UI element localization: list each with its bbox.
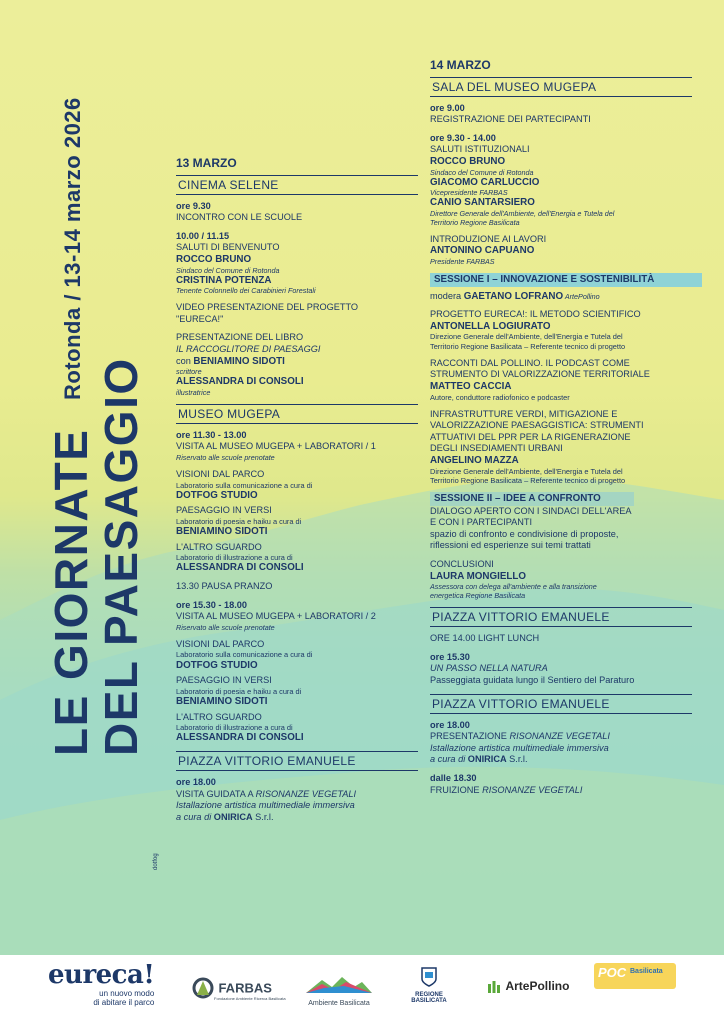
- speaker-name: ROCCO BRUNO: [430, 155, 506, 167]
- event-intro: [430, 234, 692, 266]
- talk-title: DEGLI INSEDIAMENTI URBANI: [430, 443, 563, 454]
- org-suffix: S.r.l.: [252, 811, 274, 822]
- venue-piazza: PIAZZA VITTORIO EMANUELE: [176, 751, 418, 771]
- venue-sala-mugepa: SALA DEL MUSEO MUGEPA: [430, 77, 692, 97]
- day-14-date: 14 MARZO: [430, 58, 491, 72]
- title-line-2: DEL PAESAGGIO: [95, 357, 147, 756]
- speaker-role: Assessora con delega all'ambiente e alla transizione: [430, 582, 597, 592]
- event-title: UN PASSO NELLA NATURA: [430, 663, 548, 674]
- lab-title: PAESAGGIO IN VERSI: [176, 675, 272, 686]
- talk-title: INFRASTRUTTURE VERDI, MITIGAZIONE E: [430, 408, 618, 419]
- talk-podcast: [430, 358, 692, 402]
- work-title: RISONANZE VEGETALI: [255, 788, 357, 799]
- time: ore 9.30 - 14.00: [430, 132, 496, 143]
- event-title: SALUTI DI BENVENUTO: [176, 242, 280, 253]
- speaker-role: Territorio Regione Basilicata – Referente tecnico di progetto: [430, 475, 626, 485]
- eureca-tagline: di abitare il parco: [93, 998, 155, 1007]
- event-title: PRESENTAZIONE DEL LIBRO: [176, 332, 304, 343]
- lab-visioni-2: [176, 639, 418, 671]
- speaker-name: LAURA MONGIELLO: [430, 570, 526, 582]
- moderator: [430, 291, 692, 303]
- ambiente-label: Ambiente Basilicata: [308, 1000, 370, 1007]
- regione-basilicata-logo: [398, 967, 460, 1004]
- farbas-wordmark: FARBAS: [218, 980, 272, 996]
- eureca-logo: [48, 961, 154, 1007]
- talk-eureca: [430, 309, 692, 351]
- subtitle: Rotonda / 13-14 marzo 2026: [60, 97, 85, 400]
- event-visit-2: [176, 600, 418, 632]
- event-title: VIDEO PRESENTAZIONE DEL PROGETTO: [176, 302, 359, 313]
- with-label: con: [176, 355, 191, 366]
- speaker-role: Sindaco del Comune di Rotonda: [176, 265, 280, 275]
- talk-title: PROGETTO EURECA!: IL METODO SCIENTIFICO: [430, 309, 641, 320]
- event-passeggiata: [430, 652, 692, 687]
- farbas-subtitle: Fondazione Ambiente Ricerca Basilicata: [214, 996, 286, 1001]
- speaker-name: ROCCO BRUNO: [176, 253, 252, 265]
- event-visit-1: [176, 430, 418, 462]
- poc-basilicata-logo: [594, 963, 676, 989]
- talk-desc: riflessioni ed esperienze sui temi trattati: [430, 540, 591, 551]
- event-title: PRESENTAZIONE: [430, 731, 510, 742]
- lab-desc: Laboratorio di poesia e haiku a cura di: [176, 516, 302, 526]
- speaker-role: Territorio Regione Basilicata – Referente tecnico di progetto: [430, 341, 626, 351]
- mod-label: modera: [430, 290, 464, 301]
- sponsor-footer: [0, 955, 724, 1024]
- lab-lead: ALESSANDRA DI CONSOLI: [176, 562, 304, 574]
- speaker-role: scrittore: [176, 367, 202, 377]
- farbas-icon: [192, 977, 214, 999]
- work-title: RISONANZE VEGETALI: [509, 731, 610, 742]
- artepollino-wordmark: ArtePollino: [505, 978, 570, 993]
- event-title: VISITA GUIDATA A: [176, 788, 256, 799]
- talk-title: ATTUATIVI DEL PPR PER LA RIGENERAZIONE: [430, 431, 631, 442]
- day-13-date: 13 MARZO: [176, 156, 237, 170]
- work-title: RISONANZE VEGETALI: [482, 784, 583, 795]
- regione-label: REGIONE BASILICATA: [411, 992, 447, 1004]
- venue-piazza-1: PIAZZA VITTORIO EMANUELE: [430, 607, 692, 627]
- note: Riservato alle scuole prenotate: [176, 622, 275, 632]
- session-2-label: SESSIONE II – IDEE A CONFRONTO: [430, 492, 634, 506]
- speaker-name: CRISTINA POTENZA: [176, 274, 272, 286]
- ambiente-basilicata-logo: [304, 975, 374, 1007]
- lab-title: L'ALTRO SGUARDO: [176, 541, 262, 552]
- poc-wordmark: POC: [598, 965, 627, 980]
- speaker-role: Direzione Generale dell'Ambiente, dell'Energia e Tutela del: [430, 332, 623, 342]
- event-title: SALUTI ISTITUZIONALI: [430, 144, 530, 155]
- event-title: VISITA AL MUSEO MUGEPA + LABORATORI / 1: [176, 441, 376, 452]
- lab-desc: Laboratorio di illustrazione a cura di: [176, 723, 293, 733]
- event-presentazione: [430, 720, 692, 766]
- speaker-name: GIACOMO CARLUCCIO: [430, 176, 540, 188]
- eureca-wordmark: eureca!: [48, 960, 155, 990]
- speaker-role: Territorio Regione Basilicata: [430, 217, 520, 227]
- speaker-role: Direttore Generale dell'Ambiente, dell'Energia e Tutela del: [430, 208, 615, 218]
- time: ore 9.30: [176, 200, 211, 211]
- lab-paesaggio-2: [176, 675, 418, 707]
- lab-sguardo-2: [176, 712, 418, 744]
- time: ore 15.30 - 18.00: [176, 599, 247, 610]
- lab-desc: Laboratorio sulla comunicazione a cura di: [176, 650, 313, 660]
- talk-title: DIALOGO APERTO CON I SINDACI DELL'AREA: [430, 505, 632, 516]
- event-fruizione: [430, 773, 692, 796]
- speaker-name: ANTONINO CAPUANO: [430, 245, 535, 257]
- time: ore 15.30: [430, 651, 470, 662]
- session-1-label: SESSIONE I – INNOVAZIONE E SOSTENIBILITÀ: [430, 273, 702, 287]
- time: ore 18.00: [176, 777, 216, 788]
- event-saluti: [176, 231, 418, 295]
- mountains-icon: [304, 975, 374, 995]
- time: dalle 18.30: [430, 772, 477, 783]
- speaker-role: Vicepresidente FARBAS: [430, 188, 508, 198]
- day-13-column: [176, 158, 418, 830]
- artepollino-icon: [487, 979, 501, 993]
- event-title: FRUIZIONE: [430, 784, 483, 795]
- event-title: INTRODUZIONE AI LAVORI: [430, 233, 547, 244]
- venue-museo-mugepa: MUSEO MUGEPA: [176, 404, 418, 424]
- credit: dotfog: [153, 853, 159, 870]
- event-incontro: [176, 201, 418, 224]
- speaker-name: ANTONELLA LOGIURATO: [430, 320, 551, 332]
- lab-lead: BENIAMINO SIDOTI: [176, 526, 268, 538]
- time: ore 9.00: [430, 102, 465, 113]
- org-suffix: S.r.l.: [506, 754, 528, 765]
- speaker-role: illustratrice: [176, 387, 211, 397]
- note: Riservato alle scuole prenotate: [176, 452, 275, 462]
- time: ore 11.30 - 13.00: [176, 429, 247, 440]
- book-title: IL RACCOGLITORE DI PAESAGGI: [176, 343, 321, 354]
- event-risonanze: [176, 777, 418, 823]
- venue-piazza-2: PIAZZA VITTORIO EMANUELE: [430, 694, 692, 714]
- lab-lead: ALESSANDRA DI CONSOLI: [176, 732, 304, 744]
- event-title: "EURECA!": [176, 313, 224, 324]
- conclusioni: [430, 559, 692, 600]
- poc-subtitle: Basilicata: [630, 968, 663, 975]
- lab-sguardo: [176, 542, 418, 574]
- event-video: [176, 302, 418, 325]
- lab-desc: Laboratorio di poesia e haiku a cura di: [176, 686, 302, 696]
- lab-title: VISIONI DAL PARCO: [176, 638, 265, 649]
- moderator-org: ArtePollino: [563, 291, 600, 301]
- by-label: a cura di: [430, 754, 468, 765]
- talk-title: E CON I PARTECIPANTI: [430, 517, 533, 528]
- talk-desc: spazio di confronto e condivisione di proposte,: [430, 528, 619, 539]
- lab-title: PAESAGGIO IN VERSI: [176, 505, 272, 516]
- moderator-name: GAETANO LOFRANO: [463, 290, 564, 302]
- lunch-break: 13.30 PAUSA PRANZO: [176, 581, 273, 592]
- speaker-name: CANIO SANTARSIERO: [430, 197, 535, 209]
- event-desc: Passeggiata guidata lungo il Sentiero del Paraturo: [430, 675, 635, 686]
- lab-desc: Laboratorio sulla comunicazione a cura di: [176, 480, 313, 490]
- speaker-role: Autore, conduttore radiofonico e podcaster: [430, 392, 570, 402]
- talk-title: STRUMENTO DI VALORIZZAZIONE TERRITORIALE: [430, 369, 650, 380]
- lab-visioni: [176, 469, 418, 501]
- talk-title: CONCLUSIONI: [430, 559, 494, 570]
- speaker-role: Direzione Generale dell'Ambiente, dell'Energia e Tutela del: [430, 466, 623, 476]
- title-line-1: LE GIORNATE: [45, 428, 97, 756]
- install-desc: Istallazione artistica multimediale immersiva: [176, 800, 355, 811]
- lab-title: L'ALTRO SGUARDO: [176, 711, 262, 722]
- crest-icon: [421, 967, 437, 987]
- speaker-name: BENIAMINO SIDOTI: [193, 355, 285, 367]
- lab-lead: DOTFOG STUDIO: [176, 659, 258, 671]
- venue-cinema-selene: CINEMA SELENE: [176, 175, 418, 195]
- farbas-logo: [192, 977, 286, 1001]
- time: ore 18.00: [430, 719, 470, 730]
- event-registrazione: [430, 103, 692, 126]
- talk-title: RACCONTI DAL POLLINO. IL PODCAST COME: [430, 357, 630, 368]
- event-title: VISITA AL MUSEO MUGEPA + LABORATORI / 2: [176, 611, 376, 622]
- org-name: ONIRICA: [213, 811, 253, 822]
- speaker-name: MATTEO CACCIA: [430, 380, 512, 392]
- install-desc: Istallazione artistica multimediale immersiva: [430, 742, 609, 753]
- org-name: ONIRICA: [467, 754, 507, 765]
- time: 10.00 / 11.15: [176, 230, 230, 241]
- day-14-column: [430, 60, 692, 803]
- by-label: a cura di: [176, 811, 214, 822]
- speaker-name: ANGELINO MAZZA: [430, 455, 519, 467]
- speaker-role: Presidente FARBAS: [430, 256, 495, 266]
- lab-title: VISIONI DAL PARCO: [176, 468, 265, 479]
- artepollino-logo: [487, 977, 569, 995]
- lab-desc: Laboratorio di illustrazione a cura di: [176, 553, 293, 563]
- lab-lead: BENIAMINO SIDOTI: [176, 696, 268, 708]
- speaker-name: ALESSANDRA DI CONSOLI: [176, 376, 304, 388]
- eureca-tagline: un nuovo modo: [99, 989, 155, 998]
- event-book: [176, 332, 418, 396]
- lab-lead: DOTFOG STUDIO: [176, 489, 258, 501]
- dialogo: [430, 506, 692, 552]
- event-title: INCONTRO CON LE SCUOLE: [176, 212, 303, 223]
- talk-title: VALORIZZAZIONE PAESAGGISTICA: STRUMENTI: [430, 420, 644, 431]
- event-saluti-istituzionali: [430, 133, 692, 227]
- speaker-role: energetica Regione Basilicata: [430, 591, 526, 601]
- talk-infrastrutture: [430, 409, 692, 485]
- event-title: REGISTRAZIONE DEI PARTECIPANTI: [430, 114, 591, 125]
- lab-paesaggio: [176, 505, 418, 537]
- light-lunch: ORE 14.00 LIGHT LUNCH: [430, 633, 540, 644]
- speaker-role: Sindaco del Comune di Rotonda: [430, 167, 534, 177]
- speaker-role: Tenente Colonnello dei Carabinieri Forestali: [176, 286, 316, 296]
